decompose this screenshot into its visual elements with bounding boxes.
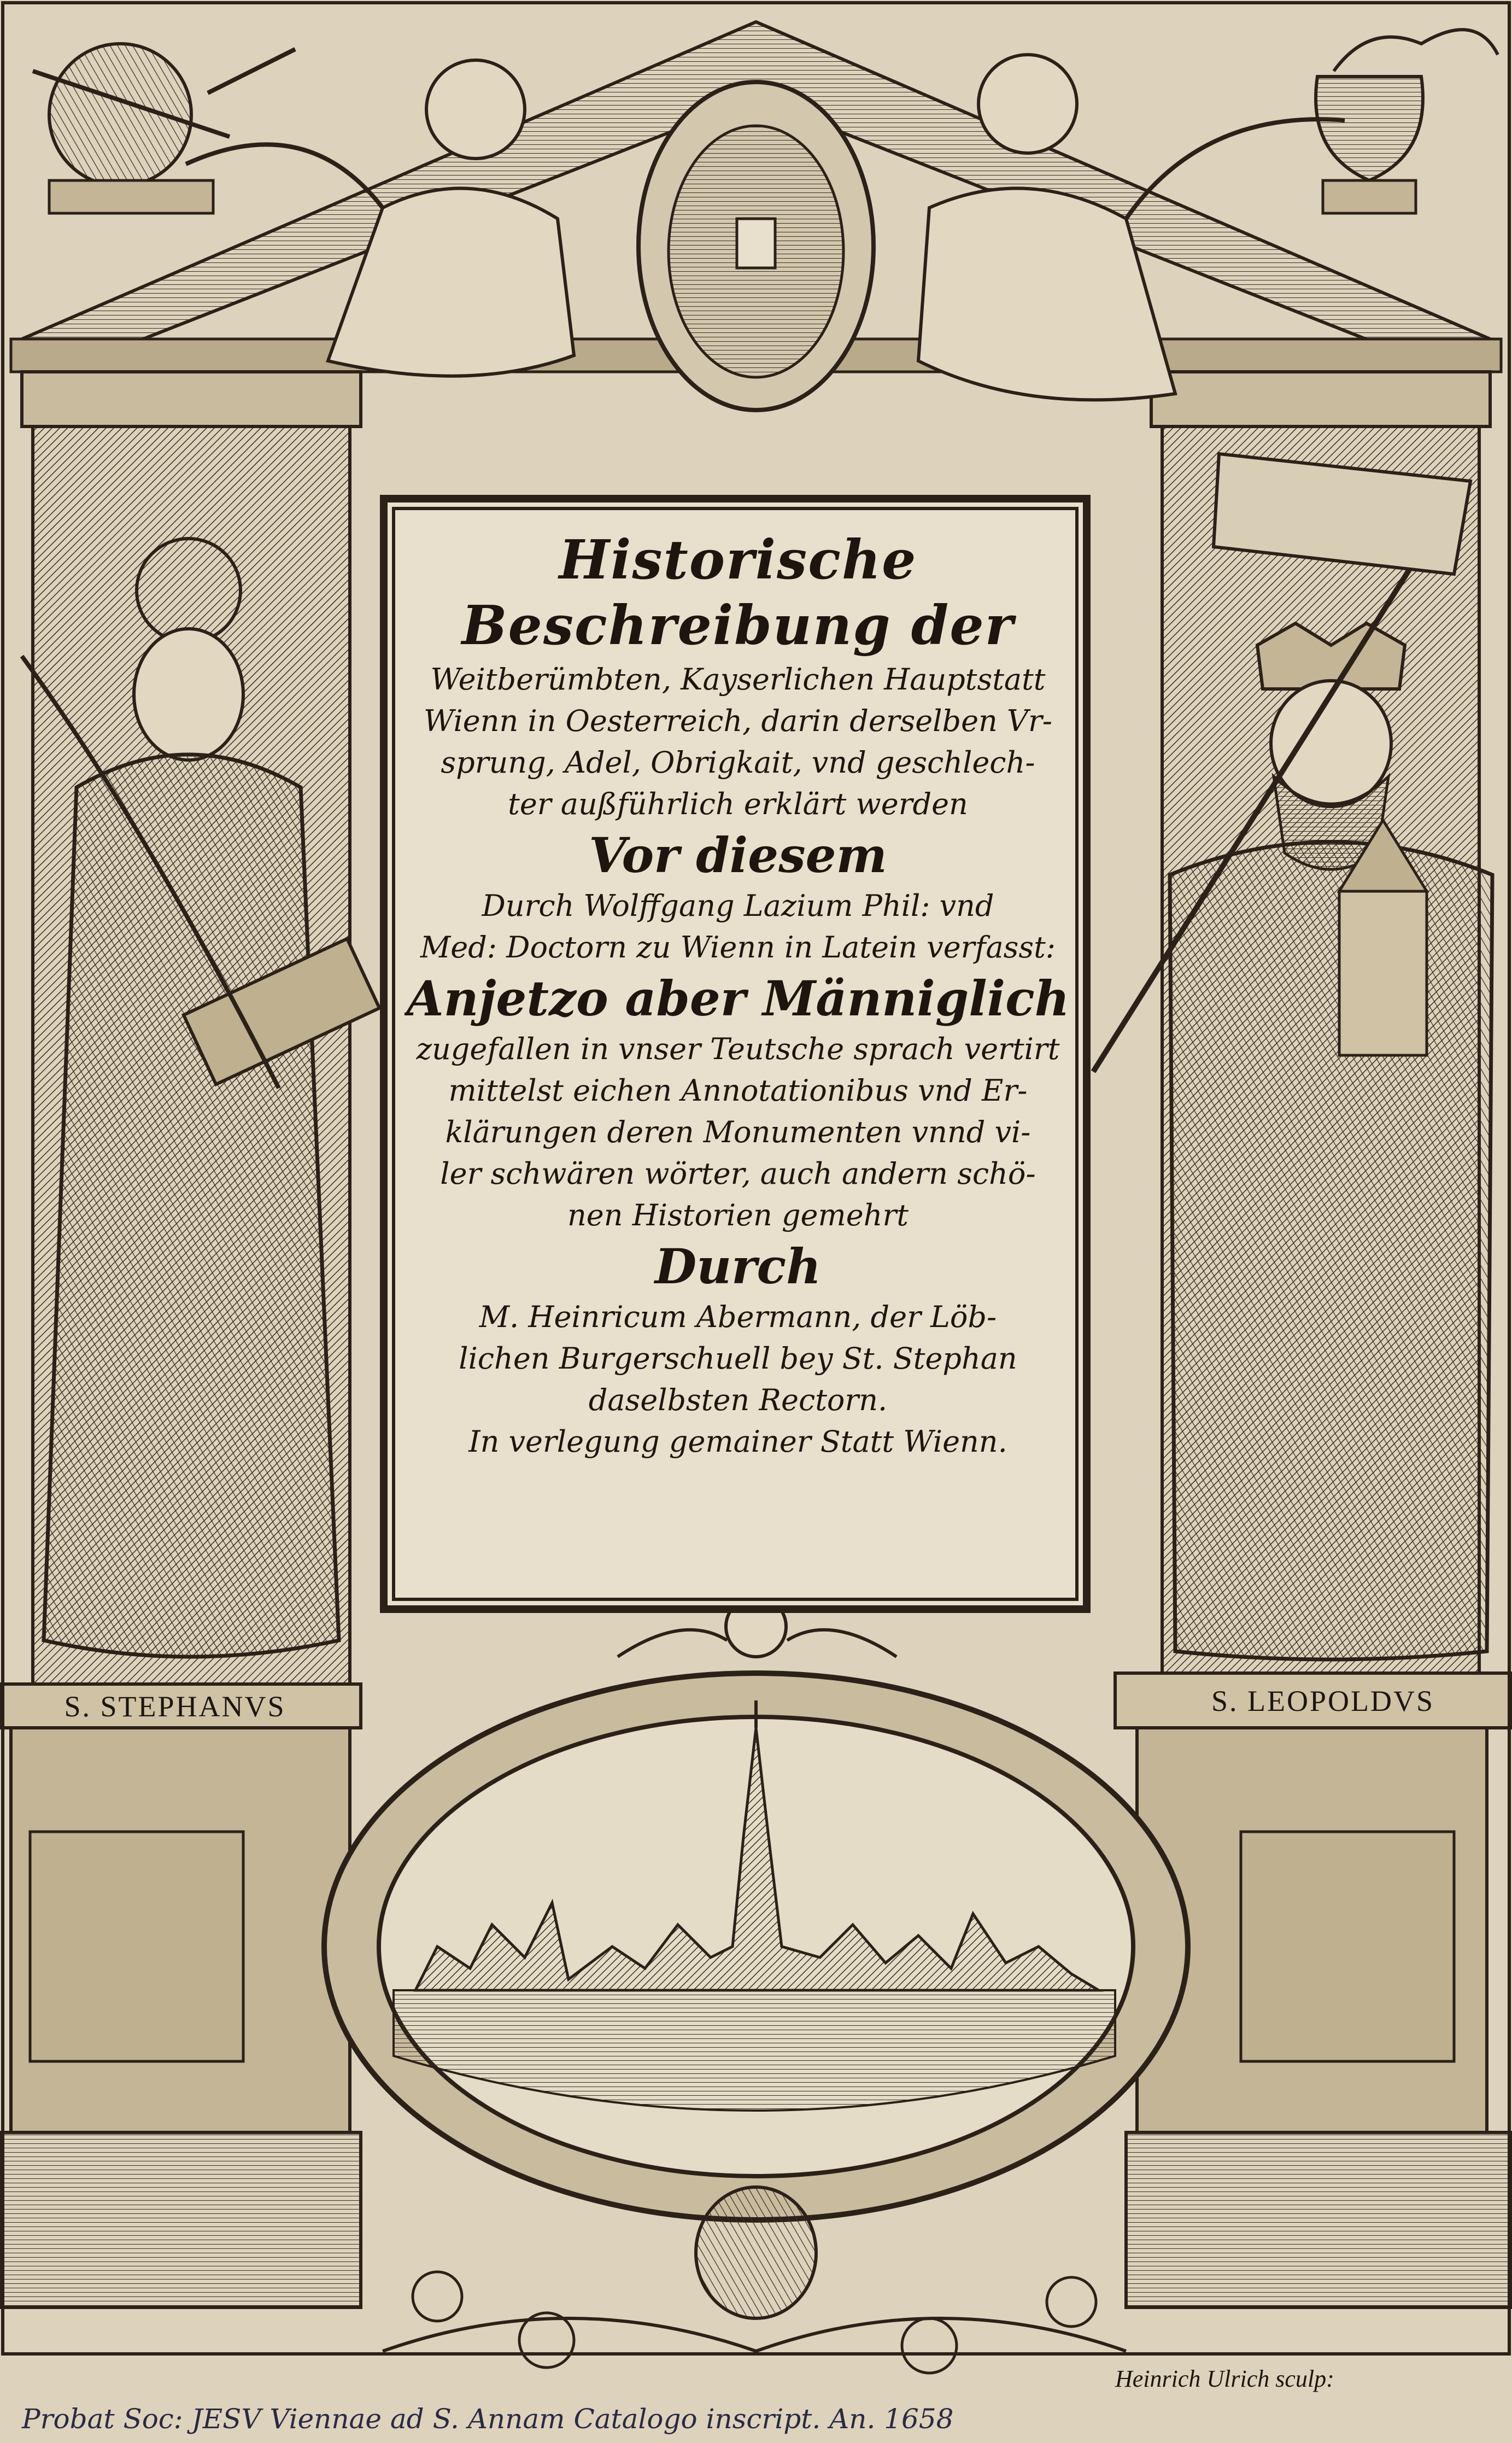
title-line-10: Anjetzo aber Männiglich bbox=[406, 970, 1070, 1027]
title-line-11: zugefallen in vnser Teutsche sprach vertirt bbox=[416, 1032, 1060, 1066]
manuscript-inscription: Probat Soc: JESV Viennae ad S. Annam Catalogo inscript. An. 1658 bbox=[22, 2403, 954, 2435]
title-line-2: Beschreibung der bbox=[461, 594, 1015, 657]
title-line-6: ter außführlich erklärt werden bbox=[508, 787, 968, 821]
title-line-5: sprung, Adel, Obrigkait, vnd geschlech- bbox=[441, 745, 1035, 780]
saint-stephen-label: S. STEPHANVS bbox=[64, 1690, 286, 1723]
title-line-1: Historische bbox=[559, 529, 917, 592]
vienna-cityscape-medallion bbox=[324, 1597, 1188, 2318]
title-text-block bbox=[405, 528, 1071, 1599]
title-line-9: Med: Doctorn zu Wienn in Latein verfasst: bbox=[420, 930, 1056, 965]
title-line-18: lichen Burgerschuell bey St. Stephan bbox=[459, 1341, 1017, 1376]
title-line-13: klärungen deren Monumenten vnnd vi- bbox=[445, 1115, 1031, 1149]
title-line-20: In verlegung gemainer Statt Wienn. bbox=[468, 1424, 1007, 1459]
urn-ornament bbox=[1316, 30, 1498, 213]
title-line-17: M. Heinricum Abermann, der Löb- bbox=[479, 1300, 997, 1334]
title-line-7: Vor diesem bbox=[589, 827, 887, 884]
engraver-signature: Heinrich Ulrich sculp: bbox=[1115, 2365, 1334, 2392]
title-line-14: ler schwären wörter, auch andern schö- bbox=[440, 1156, 1036, 1191]
saint-leopold-label: S. LEOPOLDVS bbox=[1211, 1685, 1435, 1717]
title-line-12: mittelst eichen Annotationibus vnd Er- bbox=[448, 1073, 1028, 1108]
title-line-16: Durch bbox=[654, 1238, 822, 1295]
title-line-19: daselbsten Rectorn. bbox=[588, 1383, 888, 1417]
title-line-8: Durch Wolffgang Lazium Phil: vnd bbox=[482, 889, 994, 923]
globe-ornament bbox=[33, 44, 295, 213]
title-line-4: Wienn in Oesterreich, darin derselben Vr- bbox=[423, 704, 1053, 738]
title-line-15: nen Historien gemehrt bbox=[567, 1198, 909, 1232]
title-line-3: Weitberümbten, Kayserlichen Hauptstatt bbox=[430, 662, 1046, 697]
